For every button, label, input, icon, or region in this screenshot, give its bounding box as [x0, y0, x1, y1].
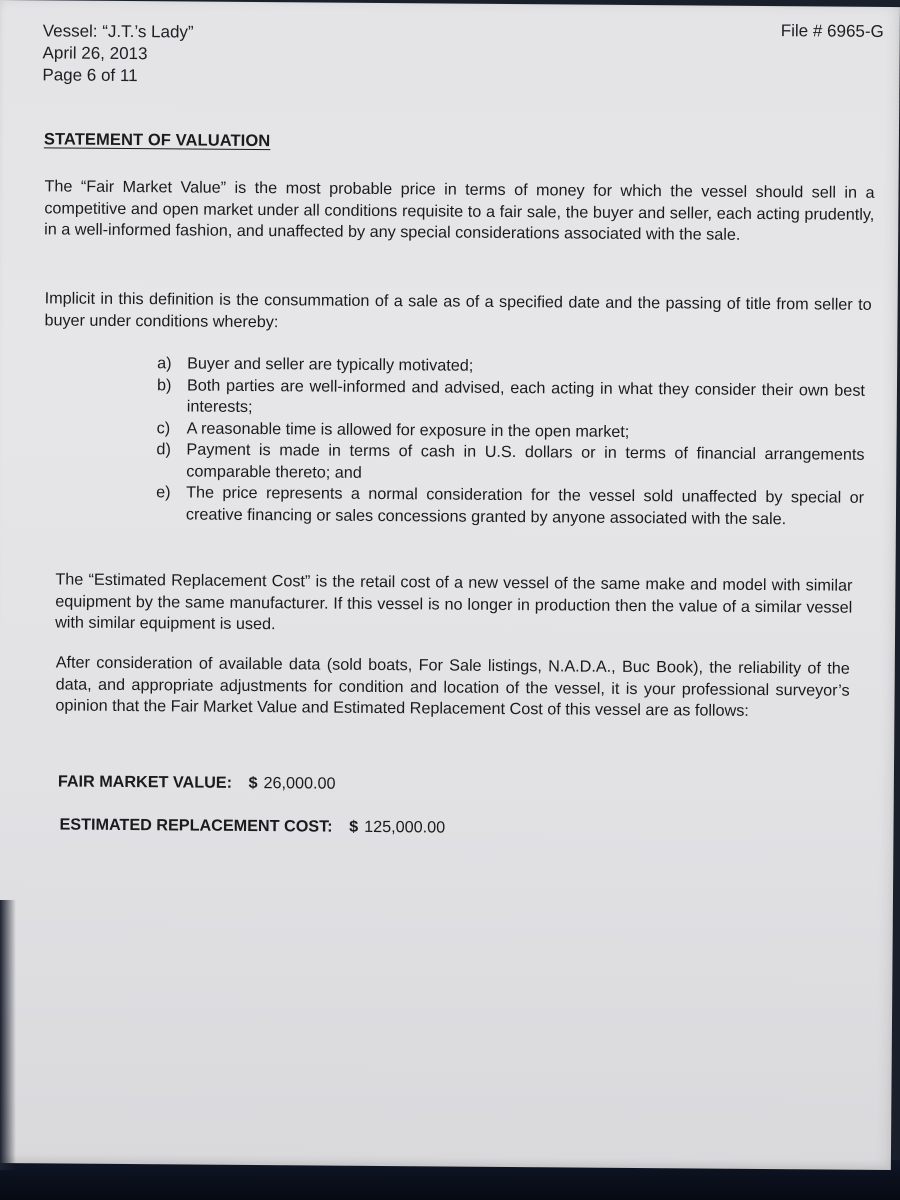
page-edge-shadow: [0, 900, 16, 1170]
page-number: Page 6 of 11: [42, 65, 138, 86]
implicit-definition-paragraph: Implicit in this definition is the consummation of a sale as of a specified date and the passing of title from seller to buyer under conditions whereby:: [44, 289, 872, 331]
document-date: April 26, 2013: [42, 43, 148, 64]
list-item-text: Buyer and seller are typically motivated;: [187, 354, 474, 375]
list-item: [157, 375, 865, 424]
list-item: [156, 439, 864, 488]
dollar-sign: $: [349, 817, 359, 836]
list-item-text: The price represents a normal consideration for the vessel sold unaffected by special or creative financing or sales concessions granted by anyone associated with the sale.: [185, 483, 865, 528]
replacement-cost-label: ESTIMATED REPLACEMENT COST:: [59, 815, 333, 836]
conditions-list: [156, 353, 865, 531]
fair-market-value-label: FAIR MARKET VALUE:: [57, 772, 233, 792]
vessel-name: Vessel: “J.T.’s Lady”: [42, 21, 194, 42]
replacement-cost-number: 125,000.00: [364, 817, 446, 837]
fair-market-value-definition: The “Fair Market Value” is the most probable price in terms of money for which the vessel should sell in a competitive and open market under all conditions requisite to a fair sale, the buyer and seller, each acting prudently, in a well-informed fashion, and unaffected by any special considerations associated with the sale.: [44, 177, 875, 244]
dollar-sign: $: [248, 773, 258, 793]
list-marker: a): [157, 354, 172, 373]
replacement-cost-line: [59, 815, 445, 837]
list-marker: d): [156, 440, 171, 459]
list-item-text: Both parties are well-informed and advised, each acting in what they consider their own best interests;: [186, 375, 866, 416]
replacement-cost-amount: [349, 818, 445, 837]
fair-market-value-line: [58, 772, 336, 793]
document-header: [42, 20, 193, 87]
fair-market-value-number: 26,000.00: [263, 774, 336, 793]
list-item-text: Payment is made in terms of cash in U.S. dollars or in terms of financial arrangements comparable thereto; and: [186, 440, 865, 482]
list-marker: e): [156, 483, 171, 502]
surveyor-opinion-paragraph: After consideration of available data (sold boats, For Sale listings, N.A.D.A., Buc Book), the reliability of the data, and appropriate adjustments for condition and location of the vessel, it is your professional surveyor’s opinion that the Fair Market Value and Estimated Replacement Cost of this vessel are as follows:: [55, 653, 850, 720]
list-marker: c): [156, 418, 171, 437]
fair-market-value-amount: [248, 774, 335, 793]
list-item: [156, 482, 864, 531]
section-title: STATEMENT OF VALUATION: [43, 130, 271, 151]
file-number: File # 6965-G: [780, 21, 884, 41]
replacement-cost-definition: The “Estimated Replacement Cost” is the retail cost of a new vessel of the same make and model with similar equipment by the same manufacturer. If this vessel is no longer in production then the value of a similar vessel with similar equipment is used.: [55, 570, 853, 634]
list-item-text: A reasonable time is allowed for exposure in the open market;: [186, 418, 630, 441]
list-marker: b): [156, 375, 172, 394]
